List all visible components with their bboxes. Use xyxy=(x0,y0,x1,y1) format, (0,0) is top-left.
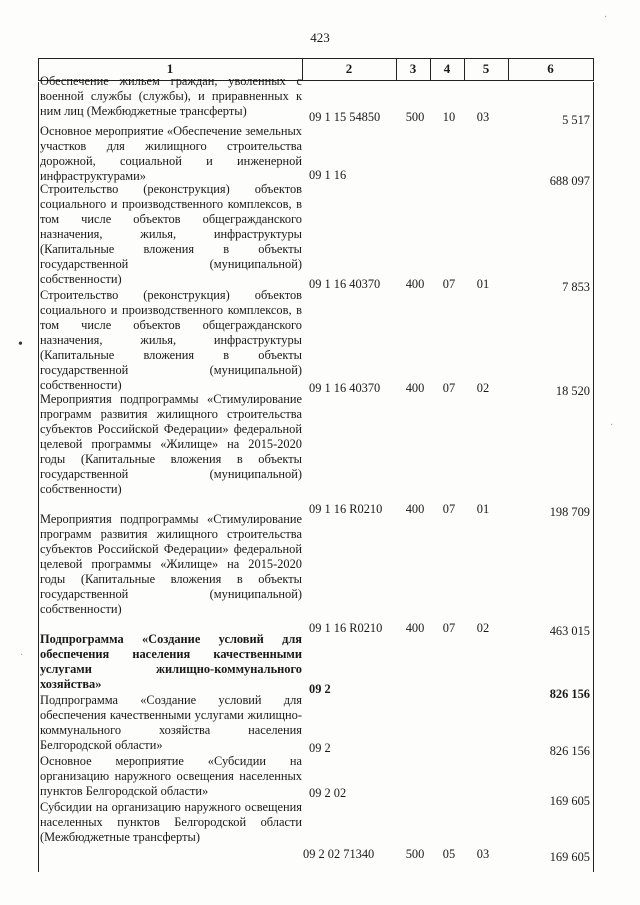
row-col-6: 5 517 xyxy=(562,113,590,127)
row-col-3: 400 xyxy=(405,381,425,395)
header-col-4: 4 xyxy=(443,61,451,76)
row-col-3: 500 xyxy=(405,110,425,124)
page-number: 423 xyxy=(310,30,330,45)
row-name: Мероприятия подпрограммы «Стимулирование программ развития жилищного строительства субъектов Российской Федерации» федеральной целевой программы «Жилище» на 2015-2020 годы (Капитальные вложения в объекты государственной (муниципальной) собственности) xyxy=(40,512,302,616)
row-col-4: 10 xyxy=(442,110,456,124)
row-col-4: 07 xyxy=(442,621,456,635)
row-col-6: 826 156 xyxy=(549,687,590,701)
row-code: 09 2 xyxy=(309,682,331,696)
scan-speck: · xyxy=(604,12,608,23)
row-code: 09 2 02 xyxy=(309,786,347,800)
scan-speck: • xyxy=(18,337,23,352)
row-code: 09 2 02 71340 xyxy=(303,847,375,861)
row-col-5: 01 xyxy=(476,502,490,516)
row-col-3: 400 xyxy=(405,277,425,291)
row-name: Основное мероприятие «Субсидии на организацию наружного освещения населенных пунктов Белгородской области» xyxy=(40,754,302,798)
row-code: 09 1 16 xyxy=(309,168,347,182)
scan-speck: · xyxy=(610,420,614,431)
row-code: 09 1 16 40370 xyxy=(309,381,381,395)
row-col-5: 03 xyxy=(476,110,490,124)
row-name: Мероприятия подпрограммы «Стимулирование программ развития жилищного строительства субъектов Российской Федерации» федеральной целевой программы «Жилище» на 2015-2020 годы (Капитальные вложения в объекты государственной (муниципальной) собственности) xyxy=(40,392,302,496)
row-col-6: 826 156 xyxy=(549,744,590,758)
row-code: 09 2 xyxy=(309,741,331,755)
row-name: Подпрограмма «Создание условий для обеспечения качественными услугами жилищно-коммунального хозяйства населения Белгородской области» xyxy=(40,693,302,752)
header-col-1: 1 xyxy=(166,61,174,76)
row-col-5: 03 xyxy=(476,847,490,861)
row-name: Основное мероприятие «Обеспечение земельных участков для жилищного строительства дорожной, социальной и инженерной инфраструктурами» xyxy=(40,124,302,183)
row-code: 09 1 15 54850 xyxy=(309,110,381,124)
row-code: 09 1 16 R0210 xyxy=(309,621,383,635)
header-col-6: 6 xyxy=(547,61,554,76)
row-col-4: 07 xyxy=(442,502,456,516)
row-col-6: 169 605 xyxy=(549,794,590,808)
row-col-6: 7 853 xyxy=(562,280,590,294)
row-col-6: 198 709 xyxy=(549,505,590,519)
row-name: Строительство (реконструкция) объектов социального и производственного комплексов, в том числе объектов общегражданского назначения, жилья, инфраструктуры (Капитальные вложения в объекты государственной (муниципальной) собственности) xyxy=(40,182,302,286)
row-col-5: 02 xyxy=(476,381,490,395)
row-col-5: 01 xyxy=(476,277,490,291)
header-col-2: 2 xyxy=(345,61,353,76)
row-col-5: 02 xyxy=(476,621,490,635)
row-code: 09 1 16 40370 xyxy=(309,277,381,291)
row-col-4: 07 xyxy=(442,277,456,291)
header-col-5: 5 xyxy=(482,61,490,76)
scan-speck: · xyxy=(20,650,24,661)
row-col-6: 688 097 xyxy=(549,174,590,188)
row-name: Обеспечение жильем граждан, уволенных с военной службы (службы), и приравненных к ним лиц (Межбюджетные трансферты) xyxy=(40,74,302,118)
row-col-4: 07 xyxy=(442,381,456,395)
row-name: Подпрограмма «Создание условий для обеспечения населения качественными услугами жилищно-коммунального хозяйства» xyxy=(40,632,302,691)
row-col-3: 500 xyxy=(405,847,425,861)
row-col-3: 400 xyxy=(405,502,425,516)
row-code: 09 1 16 R0210 xyxy=(309,502,383,516)
row-col-6: 18 520 xyxy=(555,384,590,398)
row-col-6: 169 605 xyxy=(549,850,590,864)
row-name: Субсидии на организацию наружного освещения населенных пунктов Белгородской области (Межбюджетные трансферты) xyxy=(40,800,302,844)
row-name: Строительство (реконструкция) объектов социального и производственного комплексов, в том числе объектов общегражданского назначения, жилья, инфраструктуры (Капитальные вложения в объекты государственной (муниципальной) собственности) xyxy=(40,288,302,392)
header-col-3: 3 xyxy=(409,61,417,76)
row-col-6: 463 015 xyxy=(549,624,590,638)
row-col-3: 400 xyxy=(405,621,425,635)
row-col-4: 05 xyxy=(442,847,456,861)
